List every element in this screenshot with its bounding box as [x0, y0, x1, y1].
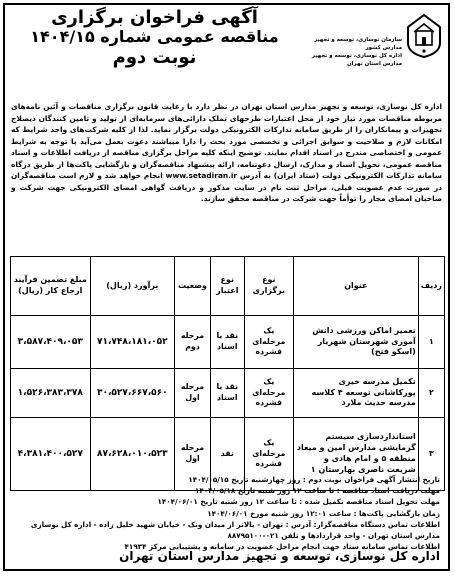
document-receipt-deadline: مهلت دریافت اسناد مناقصه : تا ساعت ۱۲ روز شنبه تاریخ ۱۴۰۴/۰۵/۱۸ [194, 486, 440, 496]
row-status: مرحله اول [175, 418, 211, 491]
org-line-2: اداره کل نوسازی، توسعه و تجهیز مدارس استان تهران [311, 52, 402, 67]
row-number: ۲ [418, 369, 444, 418]
title-line-1: آگهی فراخوان برگزاری [51, 7, 258, 28]
row-subject: تکمیل مدرسه خیری پورکاشانی توسعه ۴ کلاسه مدرسه حدیث ملارد [294, 369, 419, 418]
header-guarantee: مبلغ تضمین فرآیند ارجاع کار (ریال) [11, 257, 91, 316]
row-status: مرحله دوم [175, 316, 211, 369]
header-row-number: ردیف [418, 257, 444, 316]
organization-logo-block [302, 13, 444, 69]
intro-org-name: اداره کل نوسازی، توسعه و تجهیز مدارس استان تهران [241, 102, 442, 111]
row-holding-type: یک مرحله‌ای فشرده [244, 369, 293, 418]
row-status: مرحله اول [175, 369, 211, 418]
row-guarantee: ۴،۳۸۱،۴۰۰،۵۲۷ [11, 418, 91, 491]
row-holding-type: یک مرحله‌ای فشرده [244, 316, 293, 369]
row-estimate: ۷۱،۷۴۸،۱۸۱،۰۵۲ [90, 316, 175, 369]
row-holding-type: یک مرحله‌ای فشرده [244, 418, 293, 491]
intro-text-b: انجام خواهد شد و لازم است مناقصه‌گران در صورت عدم عضویت قبلی، مراحل ثبت نام در سایت مذکور و دریافت گواهی امضای الکترونیکی جهت شرکت و صاحبان امضای مجاز را توأماً جهت شرکت در مناقصه محقق سازند. [11, 171, 442, 204]
row-credit-type: نقد یا اسناد [210, 369, 244, 418]
tender-table [10, 256, 445, 491]
header-holding-type: نوع برگزاری [244, 257, 293, 316]
row-subject: استانداردسازی سیستم گرمایشی مدارس امین و میعاد منطقه ۵ و امام هادی و شریعت ناصری بهارستان ۱ [294, 418, 419, 491]
title-line-2: مناقصه عمومی شماره ۱۴۰۴/۱۵ [30, 27, 279, 47]
org-line-1: سازمان نوسازی، توسعه و تجهیز مدارس کشور [314, 37, 402, 51]
contact-info: اطلاعات تماس دستگاه مناقصه‌گزار: آدرس : تهران - بالاتر از میدان ونک - خیابان شهید خلیل زاده - اداره کل نوسازی مدارس استان تهران - واحد قراردادها و تلفن ۰۲۱-۸۸۷۹۵۱۰۰ [30, 519, 440, 541]
organization-name [302, 13, 404, 69]
notice-title [11, 7, 298, 68]
title-line-3: نوبت دوم [112, 47, 197, 69]
row-guarantee: ۱،۵۲۶،۳۸۳،۳۷۸ [11, 369, 91, 418]
row-number: ۱ [418, 316, 444, 369]
row-credit-type: نقد [210, 418, 244, 491]
table-row [11, 316, 445, 369]
document-submission-deadline: مهلت تحویل اسناد مناقصه تکمیل شده : تا ساعت ۱۲ روز شنبه تاریخ ۱۴۰۴/۰۶/۰۱ [157, 497, 440, 507]
row-estimate: ۳۰،۵۲۷،۶۶۷،۵۶۰ [90, 369, 175, 418]
header-credit-type: نوع اعتبار [210, 257, 244, 316]
notice-header [5, 5, 448, 113]
publish-date: تاریخ انتشار آگهی فراخوان نوبت دوم : روز چهارشنبه تاریخ ۱۴۰۴/۰۵/۱۵ [188, 475, 440, 484]
header-status: وضعیت [175, 257, 211, 316]
school-organization-emblem-icon [404, 13, 444, 59]
row-guarantee: ۳،۵۸۷،۴۰۹،۰۵۳ [11, 316, 91, 369]
tender-notice [3, 3, 450, 571]
notice-intro [11, 101, 442, 205]
signature-org-name: اداره کل نوسازی، توسعه و تجهیز مدارس استان تهران [119, 549, 440, 563]
row-number: ۳ [418, 418, 444, 491]
row-estimate: ۸۷،۶۲۸،۰۱۰،۵۲۳ [90, 418, 175, 491]
setadiran-website-link[interactable]: www.setadiran.ir [165, 171, 238, 181]
tender-table-header [11, 257, 445, 316]
intro-text-a: در نظر دارد با رعایت قانون برگزاری مناقصات و آئین نامه‌های مربوطه مناقصات مورد نیاز خود از محل اعتبارات طرحهای تملک دارائی‌های سرمایه‌ای از تولید و تامین کنندگان ذیصلاح تجهیزات و پیمانکاران را از طریق سامانه تدارکات الکترونیکی دولت برگزار نماید. لذا از کلیه شرکت‌های واجد شرایط که امکانات لازم و صلاحیت و سوابق اجرائی و تخصصی مورد بحث را دارا میباشند دعوت بعمل می‌آید با توجه به شرایط عمومی و اختصاصی مندرج در اسناد اقدام نمایند. توضیح اینکه کلیه مراحل برگزاری مناقصه از دریافت اطلاعات و اسناد مناقصه عمومی، تحویل اسناد و مدارک، ارسال دعوتنامه، ارائه پیشنهاد مناقصه‌گران و بازگشایی پاکت‌ها از طریق درگاه سامانه تدارکات الکترونیکی دولت (ستاد ایران) به آدرس [11, 102, 442, 181]
envelope-opening-time: زمان بازگشایی پاکت‌ها : ساعت ۱۲:۰۱ روز شنبه مورخ ۱۴۰۴/۰۶/۰۱ [207, 508, 440, 518]
notice-schedule [13, 474, 440, 553]
header-subject: عنوان [294, 257, 419, 316]
setad-support-info: اطلاعات تماس سامانه ستاد جهت انجام مراحل عضویت در سامانه و پشتیبانی مرکز ۴۱۹۳۴ [124, 542, 440, 552]
row-credit-type: نقد یا اسناد [210, 316, 244, 369]
header-estimate: برآورد (ریال) [90, 257, 175, 316]
row-subject: تعمیر اماکن ورزشی دانش آموزی شهرستان شهریار (اسکو فتح) [294, 316, 419, 369]
table-row [11, 369, 445, 418]
